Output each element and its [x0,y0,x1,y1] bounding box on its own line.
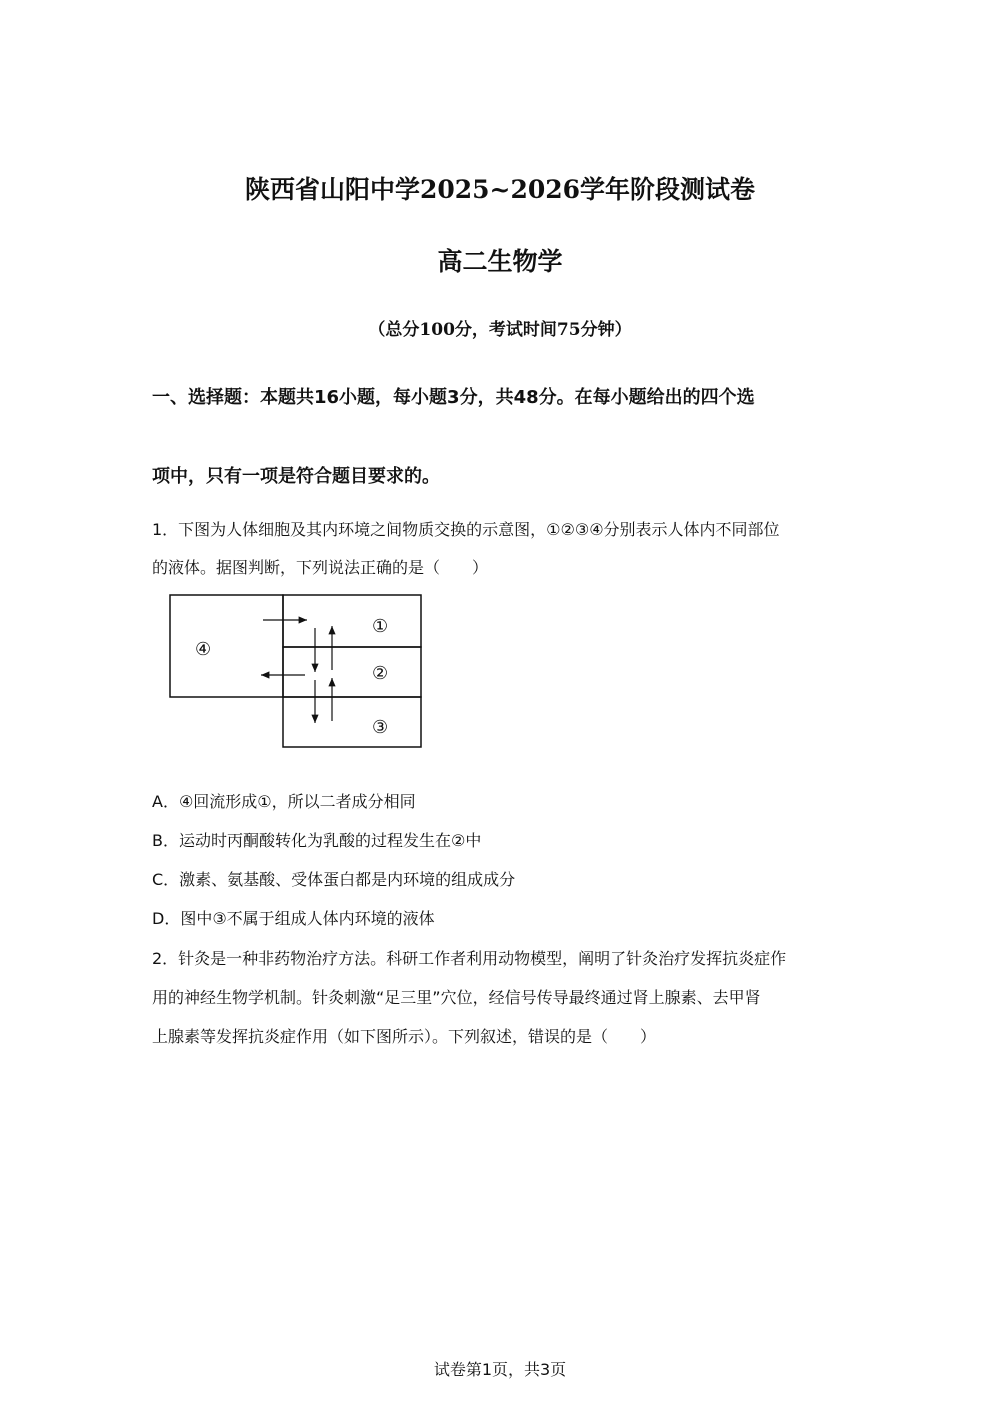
label-3: ③ [372,717,389,738]
label-2: ② [372,663,389,684]
option-d: D．图中③不属于组成人体内环境的液体 [152,909,435,928]
option-b: B．运动时丙酮酸转化为乳酸的过程发生在②中 [152,831,482,850]
question-2-stem-line-2: 用的神经生物学机制。针灸刺激“足三里”穴位，经信号传导最终通过肾上腺素、去甲肾 [152,988,761,1007]
exam-title: 陕西省山阳中学2025~2026学年阶段测试卷 [244,175,756,204]
question-1-stem-line-1: 1．下图为人体细胞及其内环境之间物质交换的示意图，①②③④分别表示人体内不同部位 [152,520,780,539]
option-c: C．激素、氨基酸、受体蛋白都是内环境的组成成分 [152,870,516,889]
fluid-1-box [283,595,421,647]
subject-title: 高二生物学 [437,247,563,276]
label-1: ① [372,616,389,637]
fluid-3-box [283,697,421,747]
section-heading-line-1: 一、选择题：本题共16小题，每小题3分，共48分。在每小题给出的四个选 [152,387,755,408]
page-footer: 试卷第1页，共3页 [433,1360,567,1379]
label-4: ④ [195,639,212,660]
option-a: A．④回流形成①，所以二者成分相同 [152,792,416,811]
fluid-4-box [170,595,283,697]
score-info: （总分100分，考试时间75分钟） [368,320,632,340]
section-heading-line-2: 项中，只有一项是符合题目要求的。 [152,466,440,487]
fluid-2-box [283,647,421,697]
question-2-stem-line-1: 2．针灸是一种非药物治疗方法。科研工作者利用动物模型，阐明了针灸治疗发挥抗炎症作 [152,949,787,968]
question-1-stem-line-2: 的液体。据图判断，下列说法正确的是（ ） [152,558,489,577]
question-2-stem-line-3: 上腺素等发挥抗炎症作用（如下图所示）。下列叙述，错误的是（ ） [152,1027,657,1046]
body-fluid-exchange-diagram [165,590,430,755]
